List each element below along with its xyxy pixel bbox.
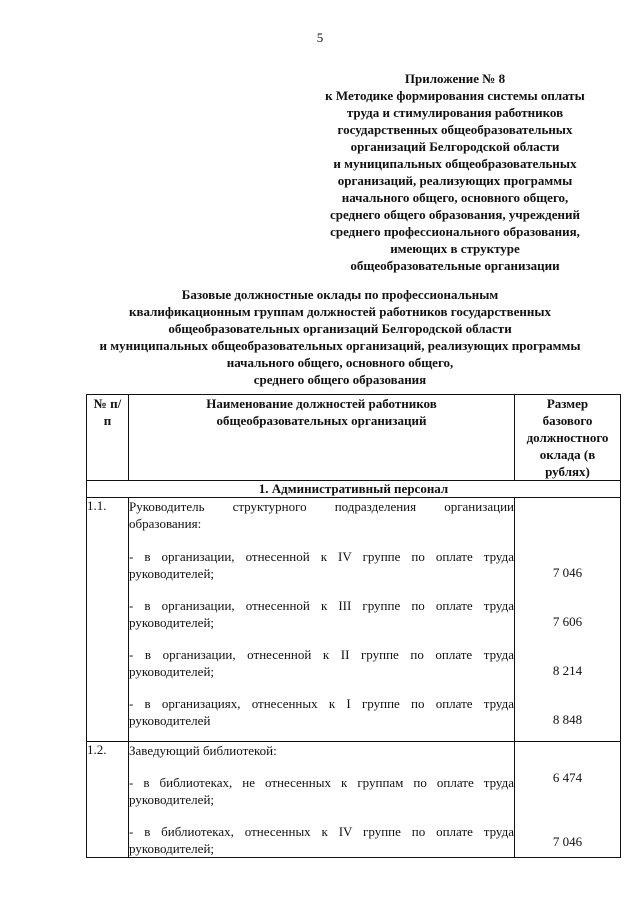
salary-table [86,394,621,858]
row-item: - в библиотеках, отнесенных к IV группе по оплате труда руководителей; [129,824,514,856]
appendix-line: среднего общего образования, учреждений [329,207,580,222]
appendix-line: и муниципальных общеобразовательных [333,156,577,171]
appendix-line: организаций, реализующих программы [337,173,573,188]
salary-value: 7 606 [552,614,583,629]
appendix-line: имеющих в структуре [390,241,520,256]
appendix-line: Приложение № 8 [404,71,506,86]
row-values [515,498,621,742]
row-description [129,498,515,742]
title-line: общеобразовательных организаций Белгородской области [168,321,512,336]
appendix-line: среднего профессионального образования, [330,224,580,239]
row-item: - в организациях, отнесенных к I группе по оплате труда руководителей [129,696,514,728]
row-title: Руководитель структурного подразделения организации образования: [129,499,514,531]
row-title: Заведующий библиотекой: [129,743,277,758]
appendix-line: труда и стимулирования работников [346,105,564,120]
row-item: - в организации, отнесенной к IV группе по оплате труда руководителей; [129,549,514,581]
appendix-header [290,70,620,274]
section-title: 1. Административный персонал [87,481,621,498]
row-number: 1.2. [87,742,129,858]
appendix-line: государственных общеобразовательных [337,122,573,137]
title-line: начального общего, основного общего, [226,355,454,370]
appendix-line: организаций Белгородской области [350,139,560,154]
document-title [60,286,620,388]
header-size: Размер базового должностного оклада (в рублях) [515,395,621,481]
row-number: 1.1. [87,498,129,742]
table-header-row [87,395,621,481]
row-values [515,742,621,858]
section-row [87,481,621,498]
page-number: 5 [316,30,324,45]
table-row [87,498,621,742]
row-item: - в организации, отнесенной к II группе по оплате труда руководителей; [129,647,514,679]
salary-value: 6 474 [552,770,583,785]
appendix-line: общеобразовательные организации [350,258,560,273]
title-line: и муниципальных общеобразовательных организаций, реализующих программы [99,338,581,353]
table-row [87,742,621,858]
appendix-line: начального общего, основного общего, [341,190,569,205]
header-num: № п/п [87,395,129,481]
appendix-line: к Методике формирования системы оплаты [325,88,585,103]
row-item: - в библиотеках, не отнесенных к группам по оплате труда руководителей; [129,775,514,807]
salary-value: 7 046 [552,565,583,580]
salary-value: 8 214 [552,663,583,678]
row-description [129,742,515,858]
salary-value: 8 848 [552,712,583,727]
title-line: среднего общего образования [253,372,427,387]
header-name: Наименование должностей работников общеобразовательных организаций [129,395,515,481]
title-line: квалификационным группам должностей работников государственных [129,304,551,319]
row-item: - в организации, отнесенной к III группе по оплате труда руководителей; [129,598,514,630]
salary-value: 7 046 [552,834,583,849]
title-line: Базовые должностные оклады по профессиональным [181,287,499,302]
